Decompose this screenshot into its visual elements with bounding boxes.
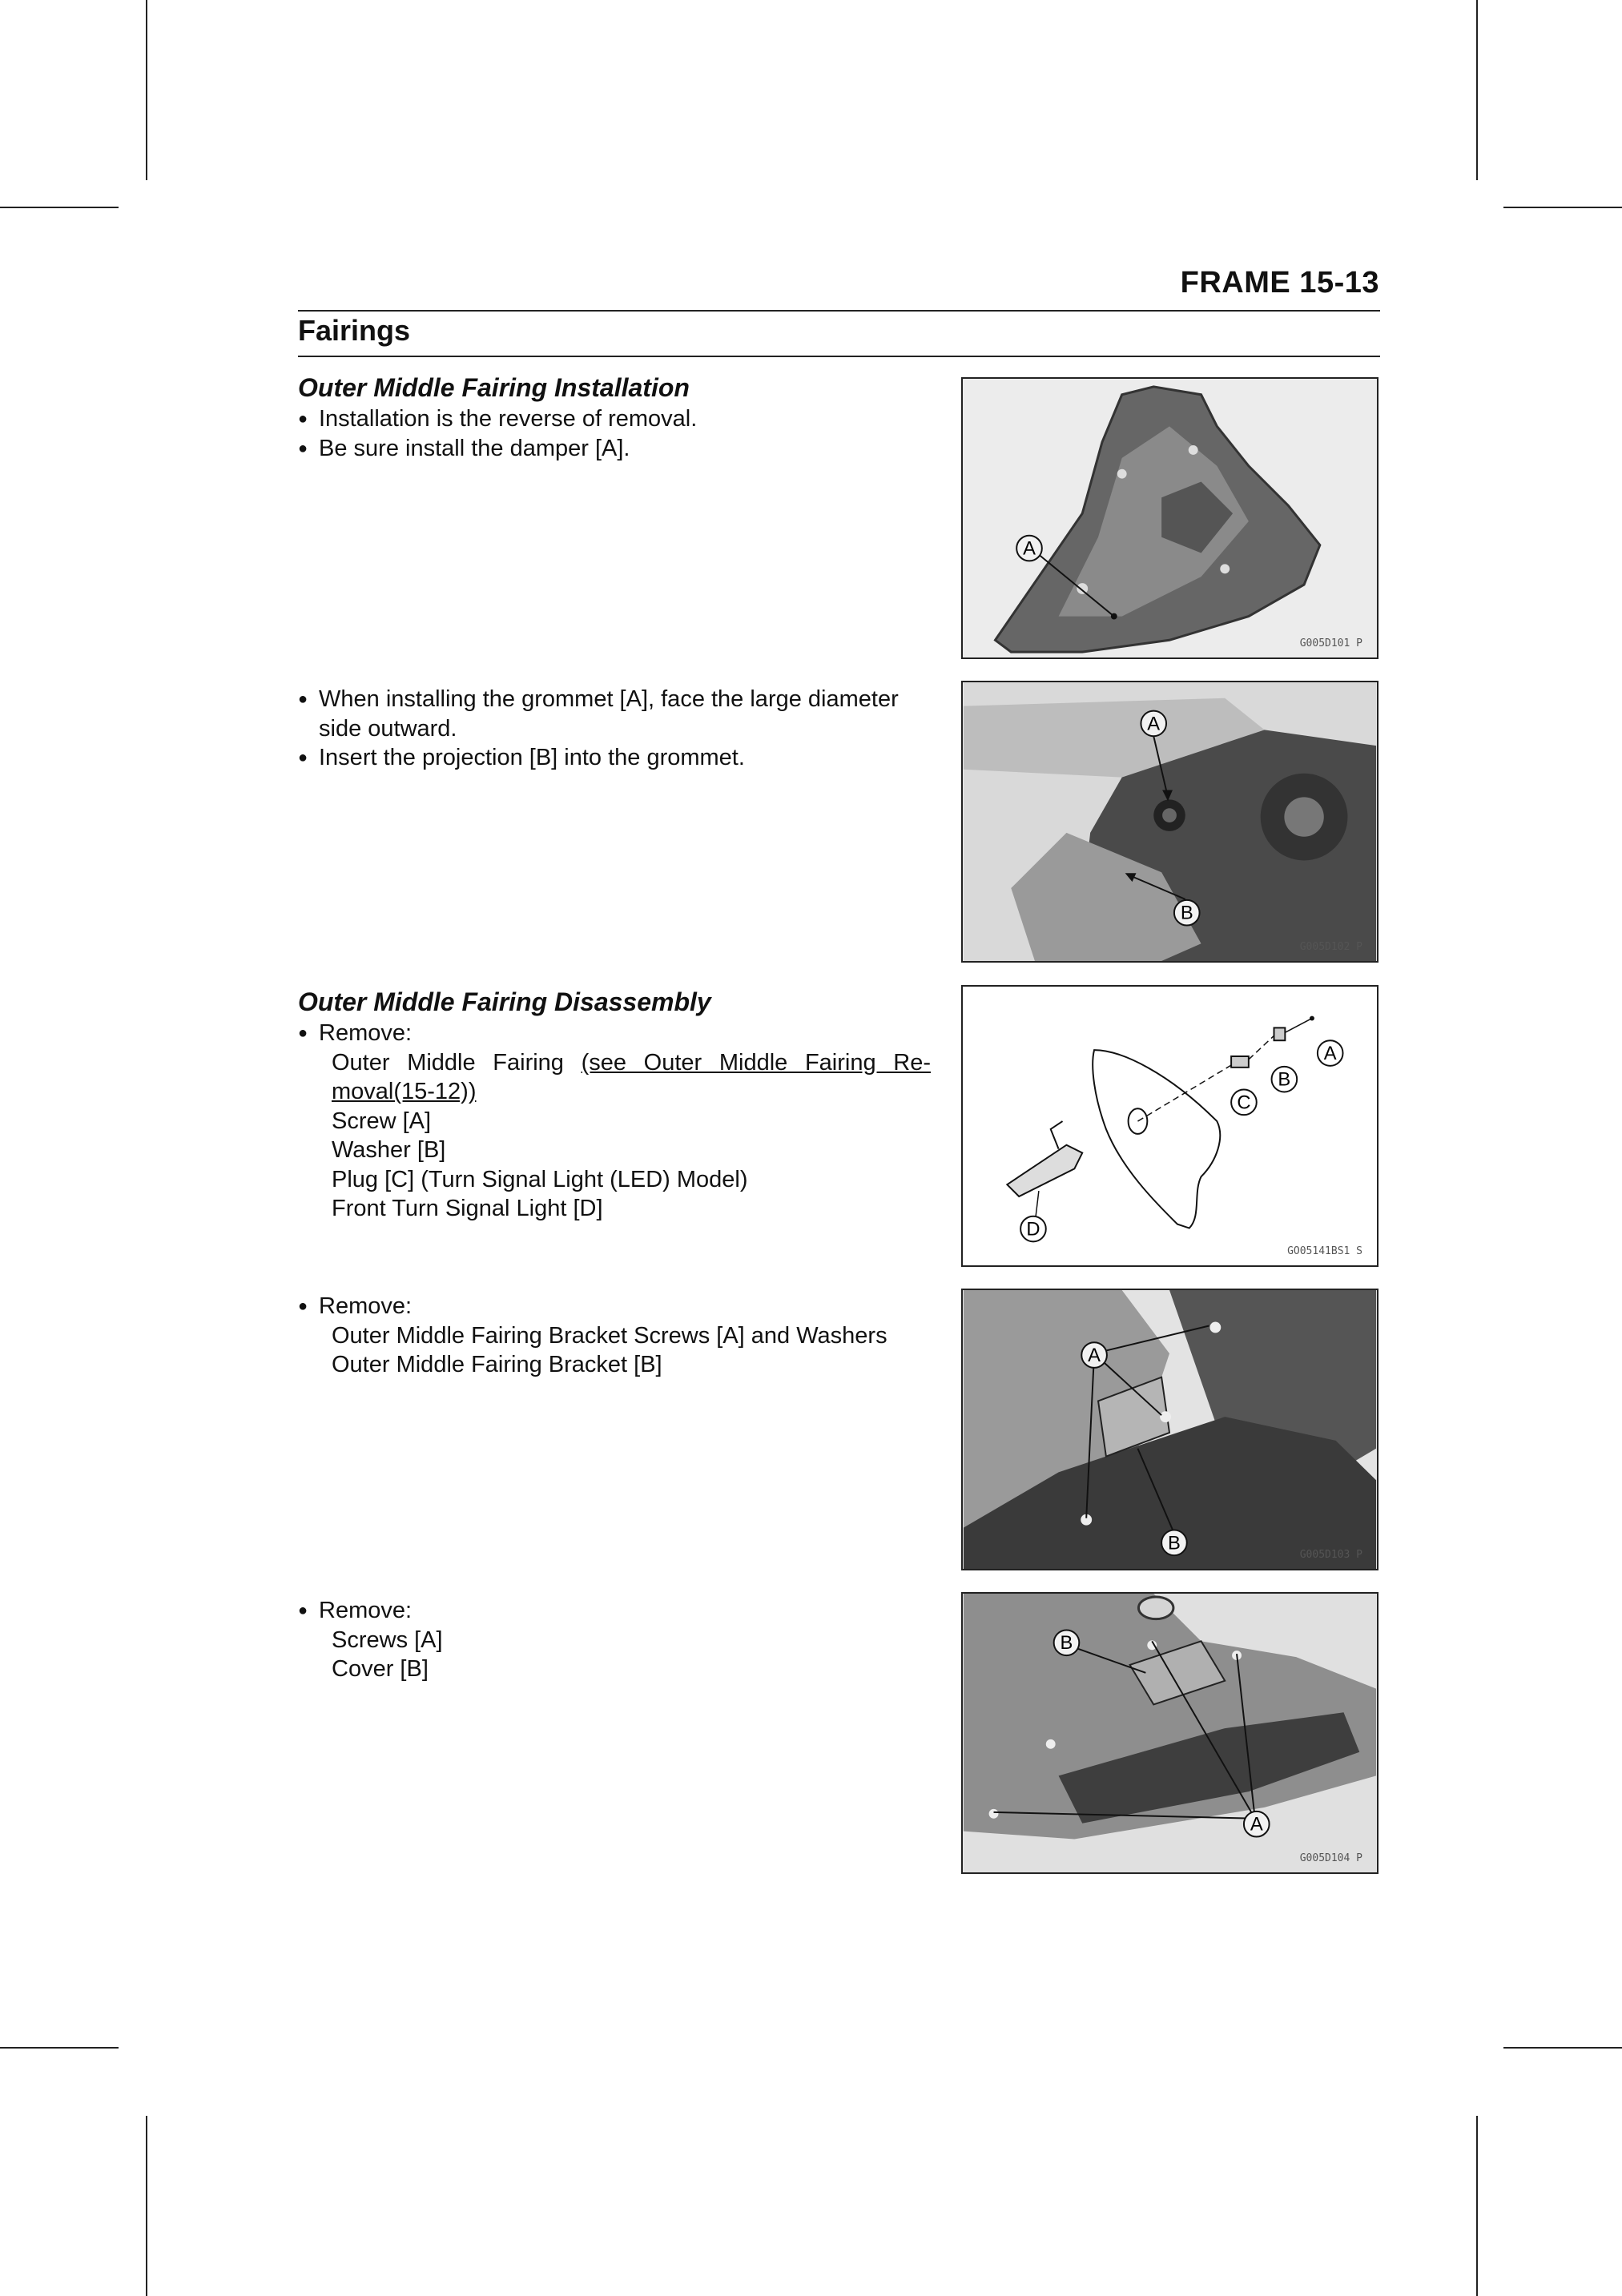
crop-mark [1503,207,1622,208]
installation-title: Outer Middle Fairing Installation [298,373,690,402]
figure-label: B [1278,1069,1291,1091]
projection-step: ● Insert the projection [B] into the grommet. [298,743,931,773]
figure-bracket-photo [961,1289,1378,1570]
page-title: FRAME 15-13 [1180,266,1379,300]
fairing-interior-illustration [963,379,1377,657]
grommet-step [298,685,931,743]
bracket-steps [298,1292,931,1380]
cover-remove-label: ● Remove: [298,1596,931,1626]
exploded-view-drawing [963,987,1377,1265]
figure-damper-photo [961,377,1378,659]
remove-item-fairing-prefix: Outer Middle Fairing [332,1049,582,1076]
figure-label: A [1023,538,1036,560]
remove-item: Screw [A] [332,1108,432,1134]
crop-mark [1476,2116,1478,2296]
remove-item: Plug [C] (Turn Signal Light (LED) Model) [332,1166,748,1192]
figure-code: G005D101 P [1299,637,1362,649]
disassembly-title: Outer Middle Fairing Disassembly [298,987,711,1016]
figure-exploded-diagram [961,985,1378,1267]
crop-mark [1476,0,1478,180]
section-rule [298,356,1380,357]
figure-code: G005D102 P [1299,941,1362,953]
grommet-step-line2: side outward. [319,715,457,742]
crop-mark [146,0,147,180]
figure-cover-photo [961,1592,1378,1874]
remove-label: ● Remove: [298,1019,931,1048]
crop-mark [0,2047,119,2049]
bracket-remove-label: ● Remove: [298,1292,931,1321]
figure-label: B [1168,1533,1181,1554]
grommet-illustration [963,682,1377,961]
installation-steps [298,404,931,463]
remove-item-fairing-cont [298,1077,931,1107]
figure-label: A [1323,1043,1337,1064]
disassembly-steps [298,1019,931,1224]
cover-remove-item: Screws [A] [332,1627,443,1653]
removal-reference-link-cont[interactable]: moval(15-12)) [332,1079,477,1104]
bracket-remove-item: Outer Middle Fairing Bracket Screws [A] and Washers [332,1322,887,1349]
grommet-steps [298,685,931,773]
removal-reference-link[interactable]: (see Outer Middle Fairing Re- [581,1049,931,1076]
bracket-remove-item: Outer Middle Fairing Bracket [B] [332,1352,662,1377]
header-rule [298,310,1380,312]
remove-item: Washer [B] [332,1137,446,1163]
figure-label: A [1250,1814,1263,1836]
installation-step-1: ● Installation is the reverse of removal. [298,404,931,434]
figure-label: B [1180,903,1193,924]
remove-item-fairing [298,1048,931,1078]
figure-label: B [1060,1633,1073,1655]
cover-illustration [963,1594,1377,1872]
bracket-illustration [963,1290,1377,1569]
grommet-step-line1: When installing the grommet [A], face the large diameter [319,686,899,712]
figure-label: D [1026,1219,1040,1240]
figure-label: A [1088,1345,1101,1366]
remove-item: Front Turn Signal Light [D] [332,1196,603,1221]
crop-mark [146,2116,147,2296]
figure-label: A [1147,714,1161,735]
cover-steps [298,1596,931,1684]
figure-code: G005D103 P [1299,1549,1362,1561]
installation-step-2: ● Be sure install the damper [A]. [298,434,931,464]
crop-mark [1503,2047,1622,2049]
section-title: Fairings [298,314,411,347]
figure-label: C [1237,1092,1251,1114]
crop-mark [0,207,119,208]
figure-code: G005D104 P [1299,1852,1362,1864]
figure-code: GO05141BS1 S [1287,1245,1362,1257]
figure-grommet-photo [961,681,1378,963]
cover-remove-item: Cover [B] [332,1656,429,1682]
